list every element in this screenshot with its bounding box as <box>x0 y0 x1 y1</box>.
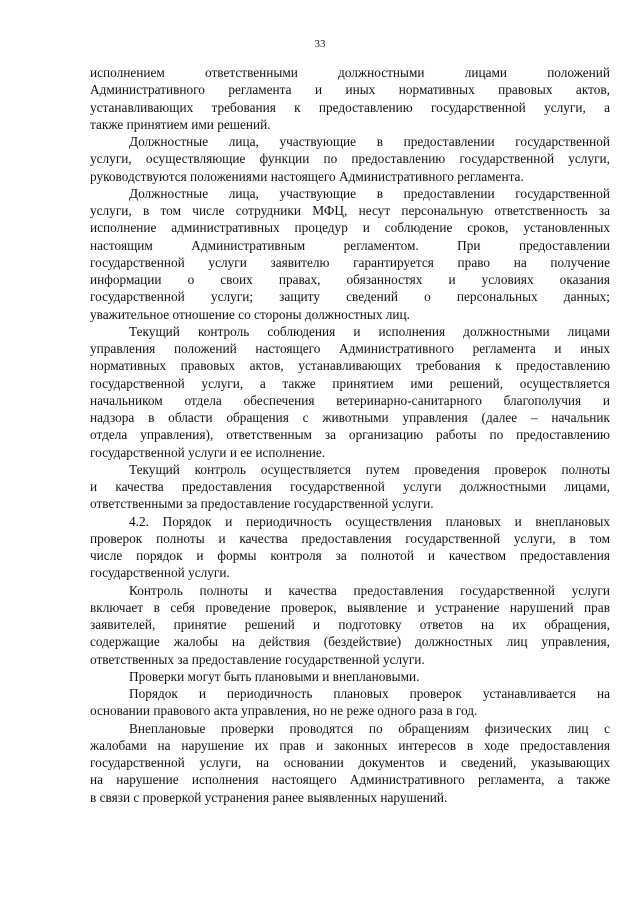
text-line: Должностные лица, участвующие в предоставлении государственной <box>129 185 610 201</box>
text-line: отдела управления), ответственным за организацию работы по предоставлению <box>90 427 610 443</box>
text-line: руководствуются положениями настоящего Административного регламента. <box>90 168 524 184</box>
paragraph <box>90 720 610 806</box>
text-line: 4.2. Порядок и периодичность осуществления плановых и внеплановых <box>129 513 610 529</box>
paragraph <box>90 668 610 685</box>
paragraph <box>90 323 610 461</box>
text-line: Должностные лица, участвующие в предоставлении государственной <box>129 134 610 149</box>
text-line: уважительное отношение со стороны должностных лиц. <box>90 306 410 322</box>
paragraph <box>90 582 610 668</box>
paragraph <box>90 133 610 185</box>
text-line: в связи с проверкой устранения ранее выявленных нарушений. <box>90 789 448 805</box>
paragraph <box>90 64 610 133</box>
text-line: Проверки могут быть плановыми и внеплановыми. <box>129 668 420 684</box>
text-line: Административного регламента и иных нормативных правовых актов, <box>90 82 610 98</box>
paragraph <box>90 685 610 720</box>
text-line: надзора в области обращения с животными управления (далее – начальник <box>90 410 610 425</box>
text-line: управления положений настоящего Административного регламента и иных <box>90 341 610 356</box>
text-line: исполнение административных процедур и соблюдение сроков, установленных <box>90 220 610 236</box>
text-line: содержащие жалобы на действия (бездействие) должностных лиц управления, <box>90 634 610 650</box>
text-line: ответственных за предоставление государственной услуги. <box>90 651 425 667</box>
text-line: жалобами на нарушение их прав и законных интересов в ходе предоставления <box>90 737 610 753</box>
paragraph <box>90 185 610 323</box>
text-line: государственной услуги; защиту сведений о персональных данных; <box>90 289 610 305</box>
text-line: Внеплановые проверки проводятся по обращениям физических лиц с <box>129 720 610 736</box>
paragraph <box>90 513 610 582</box>
text-line: государственной услуги, а также принятием ими решений, осуществляется <box>90 375 610 391</box>
text-line: устанавливающих требования к предоставлению государственной услуги, а <box>90 99 610 115</box>
text-line: нормативных правовых актов, устанавливающих требования к предоставлению <box>90 358 610 374</box>
text-line: также принятием ими решений. <box>90 116 271 132</box>
document-body <box>90 64 610 806</box>
text-line: и качества предоставления государственной услуги должностными лицами, <box>90 479 610 494</box>
text-line: заявителей, принятие решений и подготовку ответов на их обращения, <box>90 617 610 632</box>
text-line: Текущий контроль соблюдения и исполнения должностными лицами <box>129 323 610 339</box>
text-line: проверок полноты и качества предоставления государственной услуги, в том <box>90 530 610 546</box>
text-line: начальником отдела обеспечения ветеринарно-санитарного благополучия и <box>90 392 610 408</box>
text-line: государственной услуги и ее исполнение. <box>90 444 326 460</box>
text-line: Порядок и периодичность плановых проверок устанавливается на <box>129 686 610 701</box>
text-line: государственной услуги заявителю гарантируется право на получение <box>90 254 610 270</box>
text-line: числе порядок и формы контроля за полнотой и качеством предоставления <box>90 548 610 563</box>
page-number: 33 <box>314 38 326 50</box>
text-line: настоящим Административным регламентом. При предоставлении <box>90 237 610 253</box>
text-line: Контроль полноты и качества предоставления государственной услуги <box>129 582 610 598</box>
text-line: основании правового акта управления, но не реже одного раза в год. <box>90 703 478 719</box>
text-line: государственной услуги, на основании документов и сведений, указывающих <box>90 755 610 770</box>
text-line: информации о своих правах, обязанностях и условиях оказания <box>90 272 610 287</box>
text-line: услуги, в том числе сотрудники МФЦ, несут персональную ответственность за <box>90 203 610 218</box>
text-line: Текущий контроль осуществляется путем проведения проверок полноты <box>129 461 610 477</box>
text-line: исполнением ответственными должностными лицами положений <box>90 65 610 80</box>
text-line: включает в себя проведение проверок, выявление и устранение нарушений прав <box>90 599 610 615</box>
text-line: ответственными за предоставление государственной услуги. <box>90 496 434 512</box>
text-line: на нарушение исполнения настоящего Административного регламента, а также <box>90 772 610 788</box>
paragraph <box>90 461 610 513</box>
text-line: услуги, осуществляющие функции по предоставлению государственной услуги, <box>90 151 610 167</box>
text-line: государственной услуги. <box>90 565 230 581</box>
